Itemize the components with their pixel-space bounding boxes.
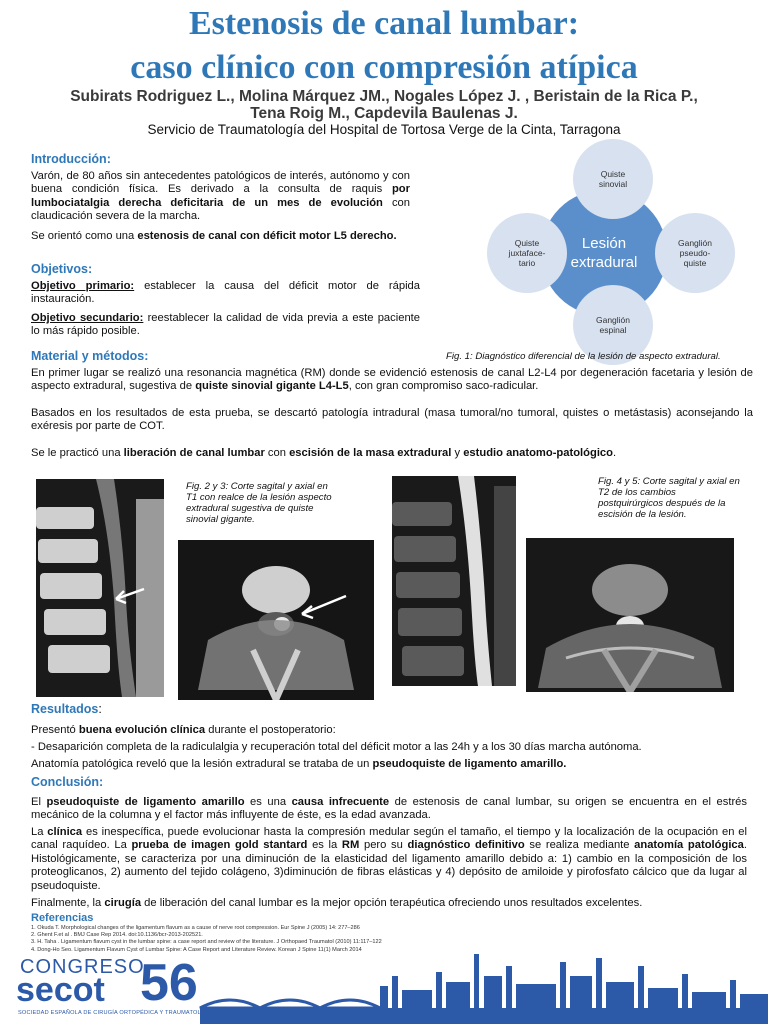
text-bold: buena evolución clínica [78,724,206,736]
reference-item: 2. Ghent F.et al . BMJ Case Rep 2014. doi:10.1136/bcr-2013-202521. [31,932,203,939]
objectives-heading: Objetivos: [31,262,93,276]
poster-title-line2: caso clínico con compresión atípica [130,49,638,86]
intro-paragraph-1 [31,170,410,224]
objective-primary [31,280,420,307]
methods-paragraph-2: Basados en los resultados de esta prueba, se descartó patología intradural (masa tumoral/no tumoral, quistes o metástasis) aconsejando la exéresis por parte de COT. [31,407,753,433]
text-bold: liberación de canal lumbar [123,447,265,459]
text-bold: pseudoquiste de ligamento amarillo. [372,758,567,770]
results-heading-text: Resultados [31,702,99,716]
methods-paragraph-3 [31,447,753,460]
conclusion-paragraph-2 [31,826,747,893]
text-bold: anatomía patológica [634,839,744,852]
congreso-label: CONGRESO [20,956,145,978]
intro-paragraph-2 [31,230,410,243]
methods-paragraph-1 [31,367,753,394]
text-bold: RM [341,839,360,852]
reference-item: 3. H. Taha . Ligamentum flavum cyst in the lumbar spine: a case report and review of the literature. J Orthopaed Traumatol (2010) 11:117–122 [31,939,382,946]
methods-heading: Material y métodos: [31,349,149,363]
text: es la [307,839,342,852]
diagram-center-label: Lesión extradural [570,235,638,271]
text-bold: estudio anatomo-patológico [463,447,613,459]
text: con claudicación severa de la marcha. [31,196,410,223]
text: Se orientó como una [31,230,138,242]
text: durante el postoperatorio: [205,724,336,736]
congress-number: 56 [140,954,198,1012]
text-bold: escisión de la masa extradural [289,447,452,459]
hospital-service: Servicio de Traumatología del Hospital de Tortosa Verge de la Cinta, Tarragona [147,122,621,137]
mri-axial-t1-drawing [178,540,374,700]
references-heading: Referencias [31,912,94,924]
text: es inespecífica, puede evolucionar hasta la compresión medular según el tamaño, el tiempo y la localización de la ocupación en el canal raquídeo. La [31,826,747,852]
text: se realiza mediante [524,839,635,852]
mri-axial-t2-image [526,538,734,692]
diagram-node-label: Quiste sinovial [598,169,628,189]
reference-item: 4. Dong-Ho Seo. Ligamentum Flavum Cyst of Lumbar Spine: A Case Report and Literature Review. Korean J Spine 11(1) March 2014 [31,946,362,953]
text: En primer lugar se realizó una resonancia magnética (RM) donde se evidenció estenosis de canal L2-L4 por degeneración facetaria y lesión de aspecto extradural, sugestiva de [31,367,753,393]
secot-logo-text: secot [16,971,105,1009]
text: Finalmente, la [31,897,105,909]
diagram-node-label: Quiste juxtaface-tario [508,238,546,268]
text: . Histológicamente, se caracteriza por una diminución de la elasticidad del ligamento amarillo debido a: 1) cambio en la composición de los proteoglicanos, 2) aumento del tejido colágeno, 3)diminución de fibras elásticas y 4) depósito de amiloide y pirofosfato cálcico que da lugar al pseudoquiste. [31,839,747,892]
conclusion-heading: Conclusión: [31,775,104,789]
text: de liberación del canal lumbar es la mejor opción terapéutica ofreciendo unos resultados excelentes. [141,897,643,909]
mri-sagittal-t1-image [36,479,164,697]
text-bold: cirugía [104,897,142,909]
text: con [264,447,290,459]
diagram-node-top [573,139,653,219]
text-bold: causa infrecuente [291,796,390,808]
mri-sagittal-t2-image [392,476,516,686]
text: La [31,826,48,838]
intro-heading: Introducción: [31,152,111,166]
results-paragraph-3 [31,758,753,771]
conclusion-paragraph-1 [31,796,747,823]
reference-item: 1. Okuda T. Morphological changes of the ligamentum flavum as a cause of nerve root compression. Eur Spine J (2005) 14: 277–286 [31,925,360,931]
authors-line2: Tena Roig M., Capdevila Baulenas J. [250,105,518,122]
diagram-node-right [655,213,735,293]
results-paragraph-2: - Desaparición completa de la radiculalgia y recuperación total del déficit motor a las 24h y a los 30 días marcha autónoma. [31,741,642,753]
text-bold: diagnóstico definitivo [407,839,525,852]
society-name: SOCIEDAD ESPAÑOLA DE CIRUGÍA ORTOPÉDICA Y TRAUMATOLOGÍA [18,1010,216,1016]
text-bold: estenosis de canal con déficit motor L5 derecho. [137,230,397,242]
text-bold: por lumbociatalgia derecha deficitaria de un mes de evolución [31,183,410,209]
text: Varón, de 80 años sin antecedentes patológicos de interés, autónomo y con buena condición física. Es derivado a la consulta de raquis [31,170,410,196]
objective-primary-label: Objetivo primario: [31,280,135,292]
text: es una [244,796,292,808]
text: de estenosis de canal lumbar, su origen se encuentra en el estrés mecánico de la columna y el factor más influyente de éste, es la edad avanzada. [31,796,747,822]
text: y [451,447,464,459]
mri-axial-t2-drawing [526,538,734,692]
objective-secondary [31,312,420,339]
poster-title-line1: Estenosis de canal lumbar: [188,5,580,42]
figure23-caption: Fig. 2 y 3: Corte sagital y axial en T1 con realce de la lesión aspecto extradural sugestiva de quiste sinovial gigante. [186,481,332,525]
figure1-caption: Fig. 1: Diagnóstico diferencial de la lesión de aspecto extradural. [446,351,721,362]
text-bold: prueba de imagen gold stantard [131,839,308,852]
diagram-node-label: Ganglión espinal [595,315,631,335]
mri-axial-t1-image [178,540,374,700]
text: Presentó [31,724,79,736]
results-heading-colon: : [98,702,102,716]
footer-banner [0,946,768,1024]
text: , con gran compromiso saco-radicular. [348,380,539,393]
authors-line1: Subirats Rodriguez L., Molina Márquez JM., Nogales López J. , Beristain de la Rica P., [70,88,698,105]
text: Anatomía patológica reveló que la lesión extradural se trataba de un [31,758,373,770]
text: reestablecer la calidad de vida previa a este paciente lo más rápido posible. [31,312,420,338]
text-bold: quiste sinovial gigante L4-L5 [195,380,349,393]
objective-secondary-label: Objetivo secundario: [31,312,144,324]
figure45-caption: Fig. 4 y 5: Corte sagital y axial en T2 de los cambios postquirúrgicos después de la escisión de la lesión. [598,476,740,520]
text: El [31,796,47,808]
text-bold: clínica [47,826,83,838]
results-paragraph-1 [31,724,753,737]
text-bold: pseudoquiste de ligamento amarillo [46,796,245,808]
diagram-node-left [487,213,567,293]
text: establecer la causa del déficit motor de rápida instauración. [31,280,420,306]
mri-sagittal-t1-drawing [36,479,164,697]
results-heading [31,702,102,716]
text: Se le practicó una [31,447,124,459]
text: . [613,447,617,459]
text: pero su [359,839,408,852]
conclusion-paragraph-3 [31,897,747,910]
mri-sagittal-t2-drawing [392,476,516,686]
diagram-node-label: Ganglión pseudo-quiste [677,238,713,268]
